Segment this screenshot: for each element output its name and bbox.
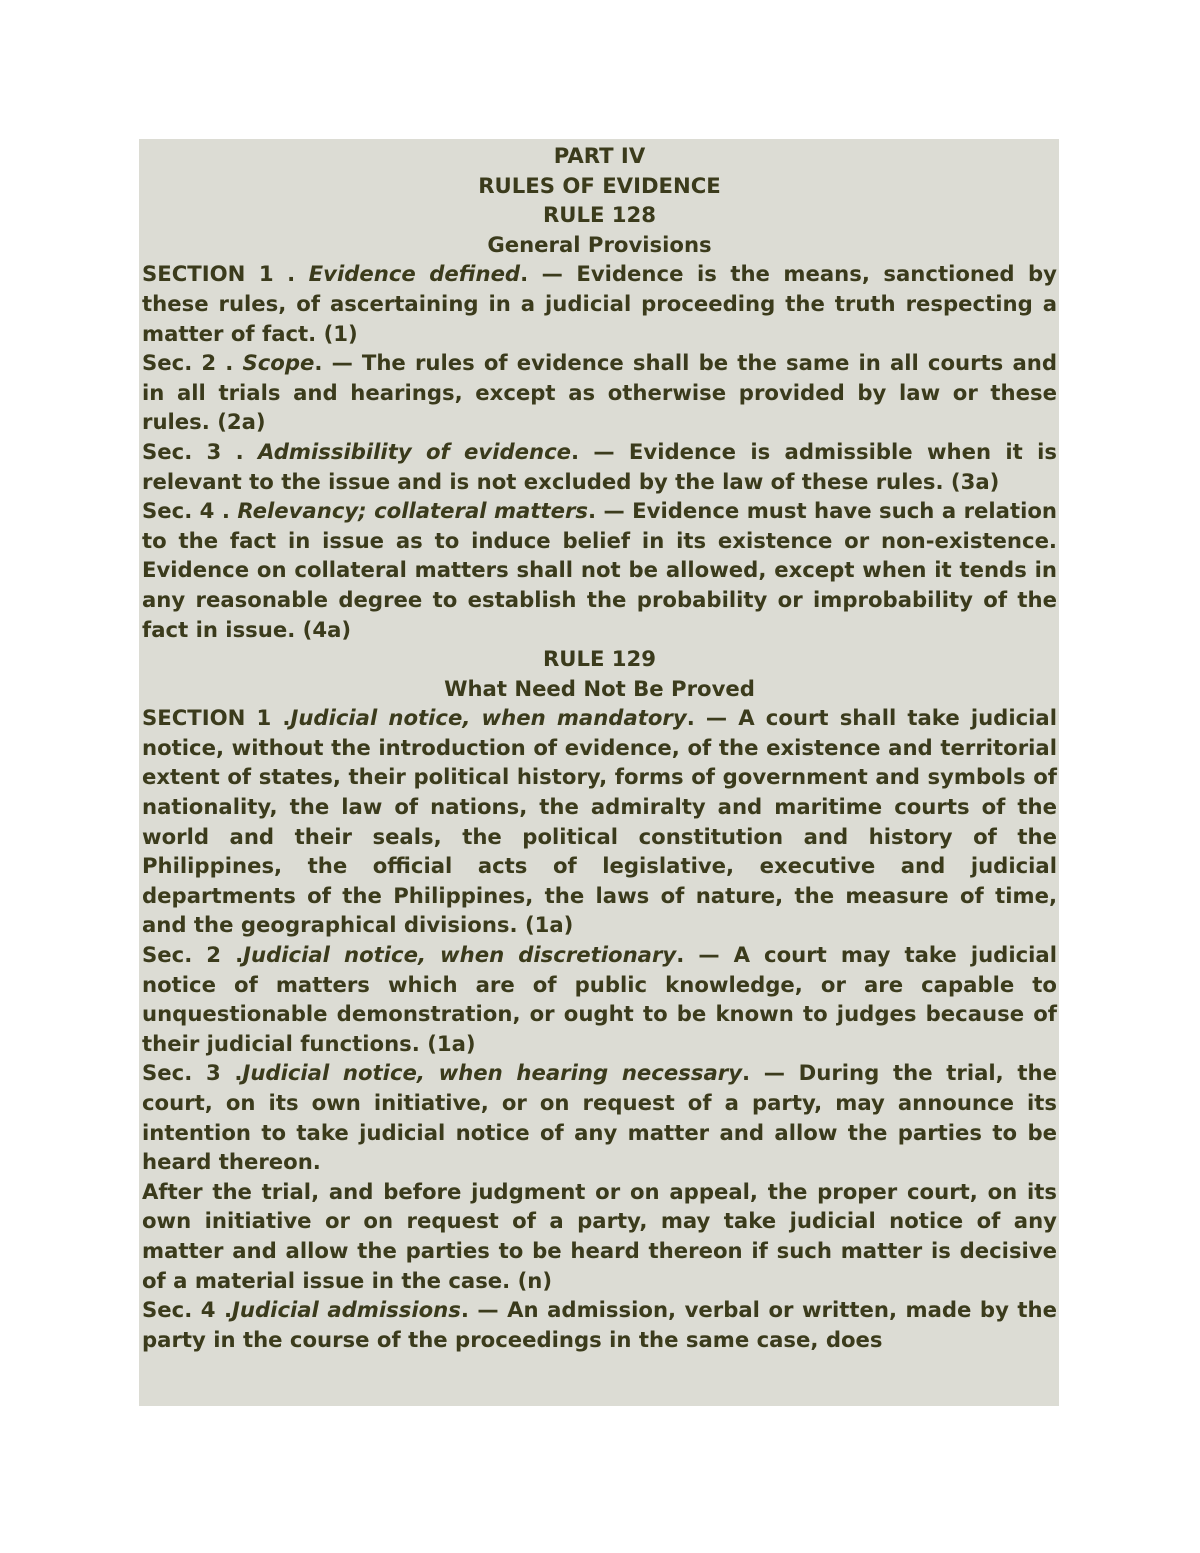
rule-129-section-1: SECTION 1 .Judicial notice, when mandatory. — A court shall take judicial notice, without the introduction of evidence, of the existence and territorial extent of states, their political history, forms of government and symbols of nationality, the law of nations, the admiralty and maritime courts of the world and their seals, the political constitution and history of the Philippines, the official acts of legislative, executive and judicial departments of the Philippines, the laws of nature, the measure of time, and the geographical divisions. (1a) [142,705,1057,938]
part-title: RULES OF EVIDENCE [478,172,721,198]
rule-128-section-2: Sec. 2 . Scope. — The rules of evidence shall be the same in all courts and in all trials and hearings, except as otherwise provided by law or these rules. (2a) [142,350,1057,435]
rule-128-section-3: Sec. 3 . Admissibility of evidence. — Evidence is admissible when it is relevant to the issue and is not excluded by the law of these rules. (3a) [142,438,1057,494]
rule-129-section-2: Sec. 2 .Judicial notice, when discretionary. — A court may take judicial notice of matters which are of public knowledge, or are capable to unquestionable demonstration, or ought to be known to judges because of their judicial functions. (1a) [142,942,1057,1056]
rule-129-section-4: Sec. 4 .Judicial admissions. — An admission, verbal or written, made by the party in the course of the proceedings in the same case, does [142,1297,1057,1352]
part-heading: PART IV [553,143,646,168]
rule-129-number: RULE 129 [542,646,657,672]
rule-128-title: General Provisions [487,231,712,257]
rule-129-section-3-continued: After the trial, and before judgment or on appeal, the proper court, on its own initiative or on request of a party, may take judicial notice of any matter and allow the parties to be heard thereon if such matter is decisive of a material issue in the case. (n) [142,1178,1057,1293]
document-page [139,139,1059,1406]
rule-128-section-1: SECTION 1 . Evidence defined. — Evidence is the means, sanctioned by these rules, of ascertaining in a judicial proceeding the truth respecting a matter of fact. (1) [142,261,1057,346]
rule-128-section-4: Sec. 4 . Relevancy; collateral matters. — Evidence must have such a relation to the fact in issue as to induce belief in its existence or non-existence. Evidence on collateral matters shall not be allowed, except when it tends in any reasonable degree to establish the probability or improbability of the fact in issue. (4a) [142,498,1057,642]
rule-128-number: RULE 128 [542,202,657,228]
rule-129-section-3: Sec. 3 .Judicial notice, when hearing necessary. — During the trial, the court, on its own initiative, or on request of a party, may announce its intention to take judicial notice of any matter and allow the parties to be heard thereon. [142,1060,1057,1175]
rule-129-title: What Need Not Be Proved [444,675,755,701]
